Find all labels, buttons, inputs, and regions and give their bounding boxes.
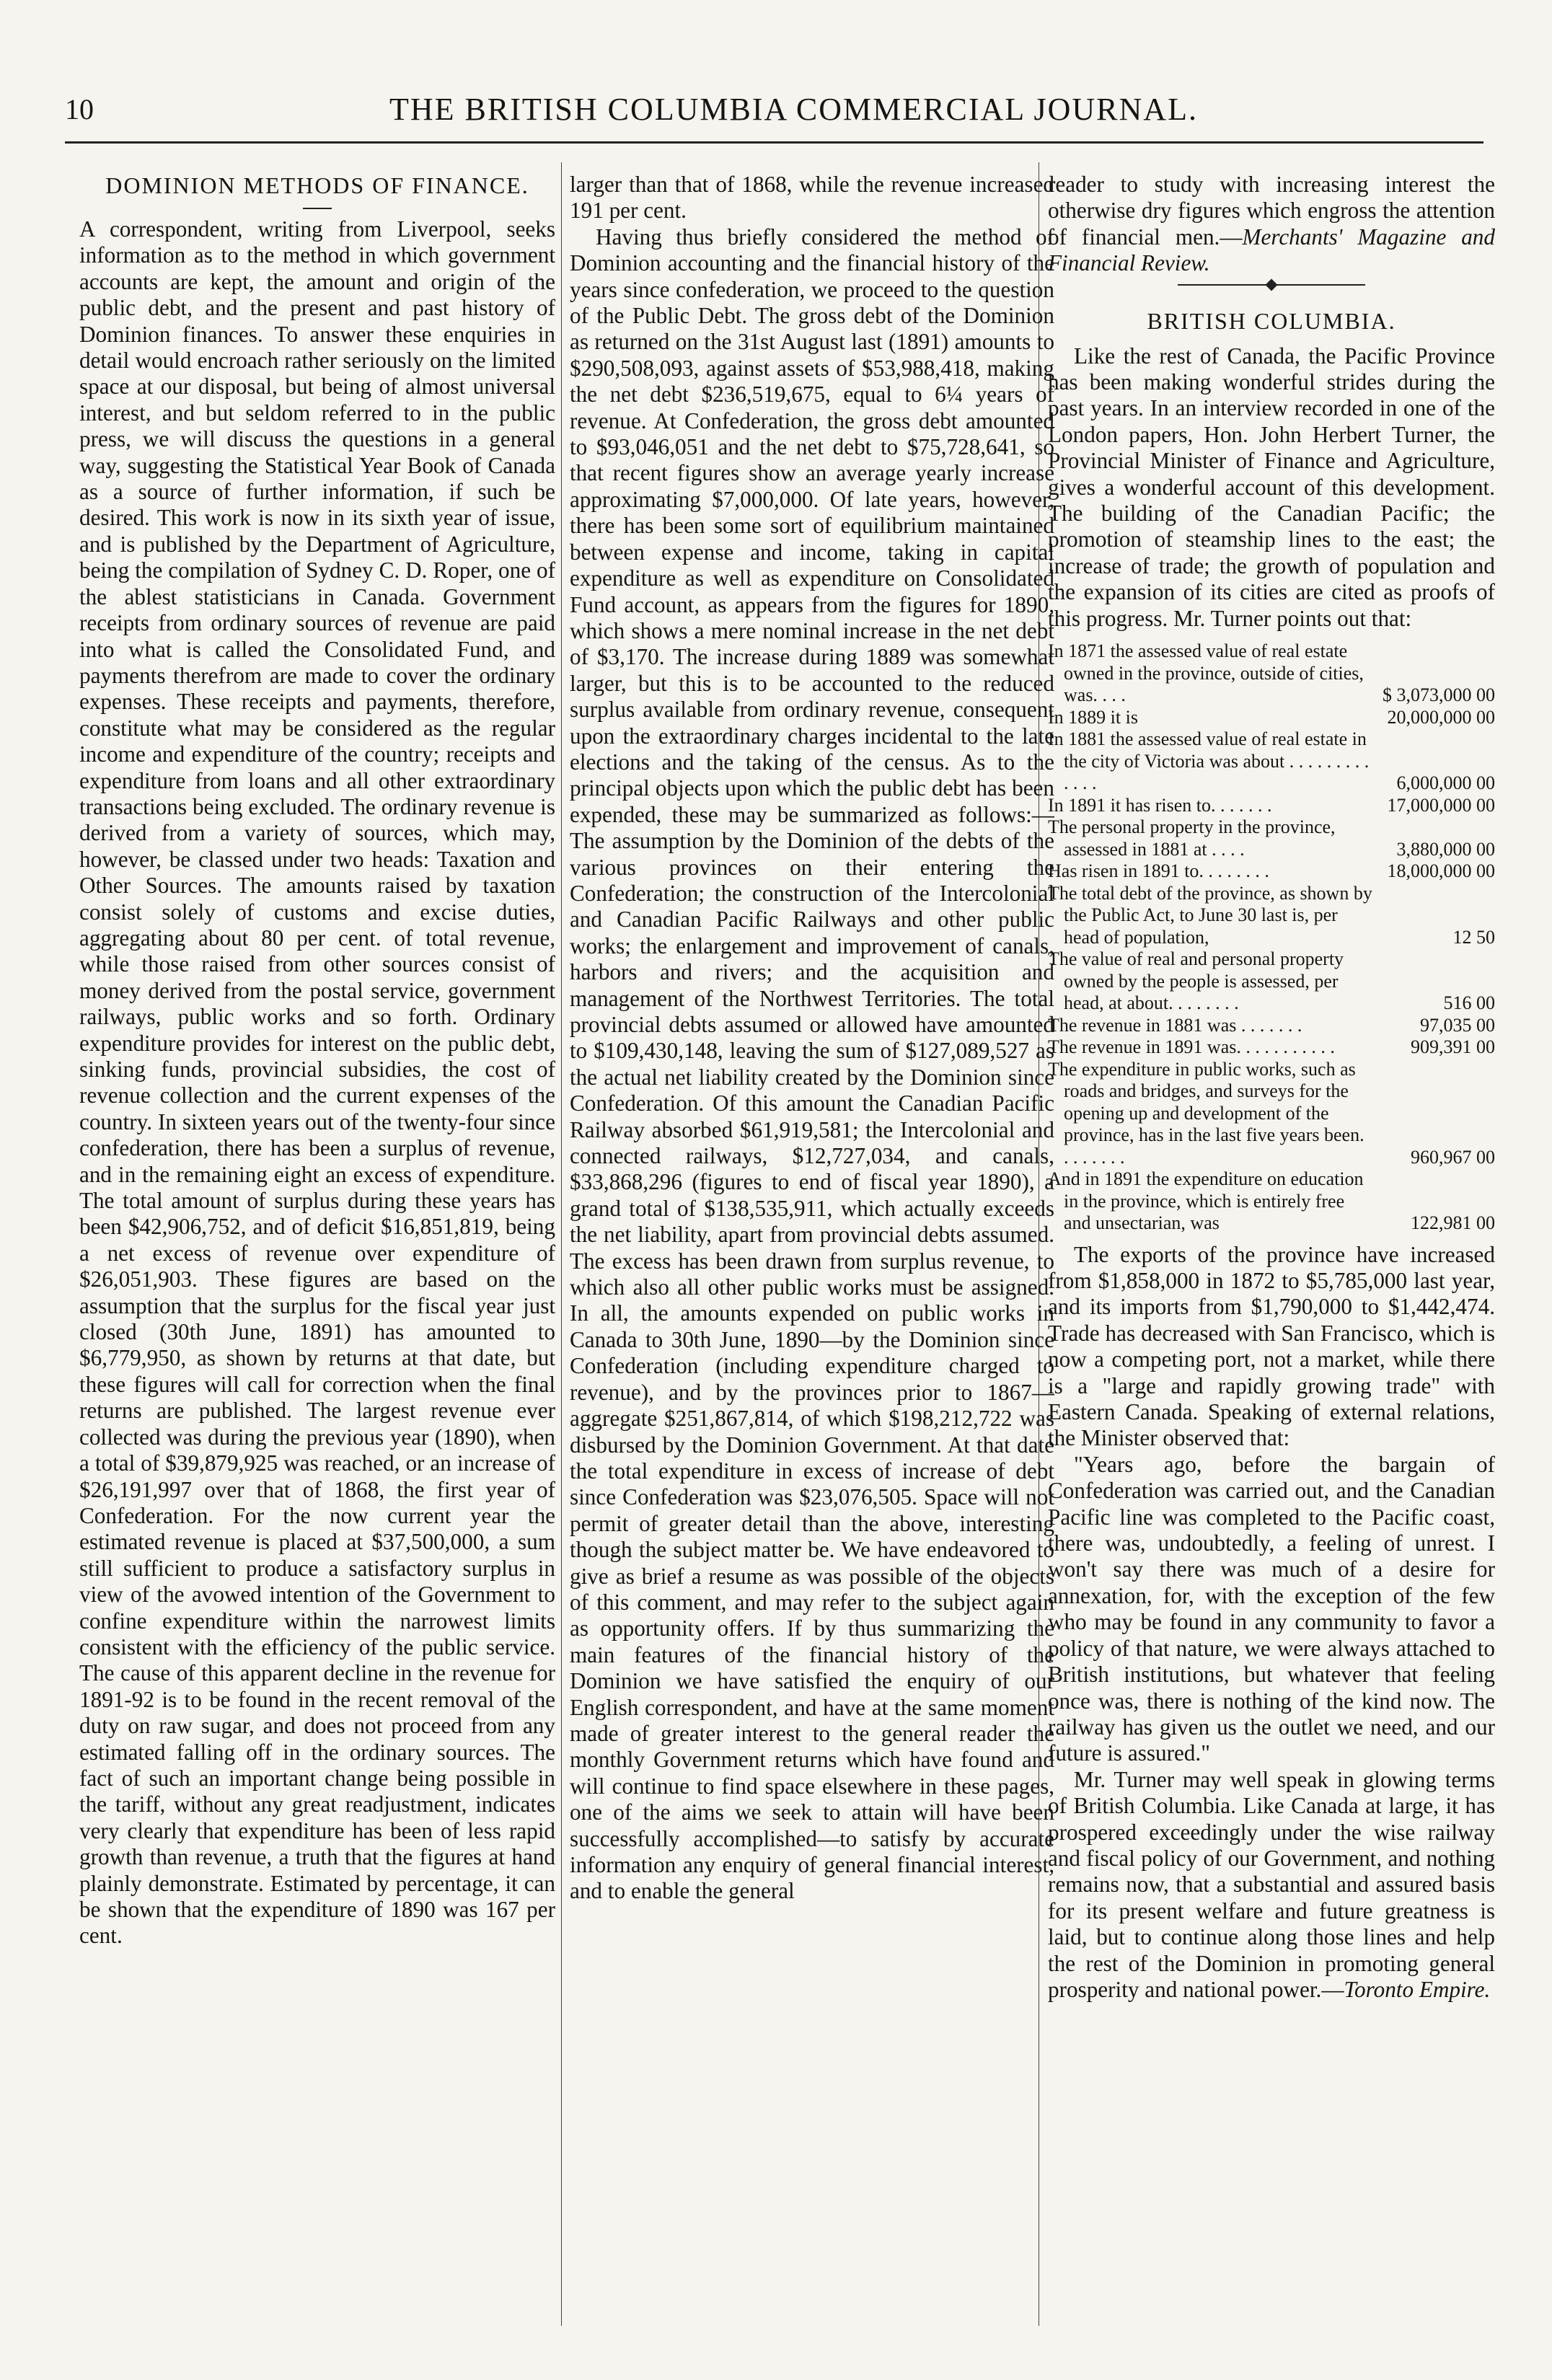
stat-row bbox=[1048, 1015, 1495, 1037]
stat-row bbox=[1048, 948, 1495, 1015]
article-paragraph: A correspondent, writing from Liverpool, seeks information as to the method in which government accounts are kept, the amount and origin of the public debt, and the present and past history of Dominion finances. To answer these enquiries in detail would encroach rather seriously on the limited space at our disposal, but being of almost universal interest, and but seldom referred to in the public press, we will discuss the questions in a general way, suggesting the Statistical Year Book of Canada as a source of further information, if such be desired. This work is now in its sixth year of issue, and is published by the Department of Agriculture, being the compilation of Sydney C. D. Roper, one of the ablest statisticians in Canada. Government receipts from ordinary sources of revenue are paid into what is called the Consolidated Fund, and payments therefrom are made to cover the ordinary expenses. These receipts and payments, therefore, constitute what may be considered as the regular income and expenditure of the country; receipts and expenditure from loans and all other extraordinary transactions being excluded. The ordinary revenue is derived from a variety of sources, which may, however, be classed under two heads: Taxation and Other Sources. The amounts raised by taxation consist solely of customs and excise duties, aggregating about 80 per cent. of total revenue, while those raised from other sources consist of money derived from the postal service, government railways, public works and so forth. Ordinary expenditure provides for interest on the public debt, sinking funds, provincial subsidies, the cost of revenue collection and the current expenses of the country. In sixteen years out of the twenty-four since confederation, there has been a surplus of revenue, and in the remaining eight an excess of expenditure. The total amount of surplus during these years has been $42,906,752, and of deficit $16,851,819, being a net excess of revenue over expenditure of $26,051,903. These figures are based on the assumption that the surplus for the fiscal year just closed (30th June, 1891) has amounted to $6,779,950, as shown by returns at that date, but these figures will call for correction when the final returns are published. The largest revenue ever collected was during the previous year (1890), when a total of $39,879,925 was reached, or an increase of $26,191,997 over that of 1868, the first year of Confederation. For the now current year the estimated revenue is placed at $37,500,000, a sum still sufficient to produce a satisfactory surplus in view of the avowed intention of the Government to confine expenditure within the narrowest limits consistent with the efficiency of the public service. The cause of this apparent decline in the revenue for 1891-92 is to be found in the recent removal of the duty on raw sugar, and does not proceed from any estimated falling off in the ordinary sources. The fact of such an important change being possible in the tariff, without any great readjustment, indicates very clearly that expenditure has been of less rapid growth than revenue, a truth that the figures at hand plainly demonstrate. Estimated by percentage, it can be shown that the expenditure of 1890 was 167 per cent. bbox=[79, 216, 555, 1949]
stat-row bbox=[1048, 816, 1495, 860]
column-3 bbox=[1048, 172, 1495, 2335]
stat-value: $ 3,073,000 00 bbox=[1383, 684, 1495, 706]
column-divider bbox=[561, 162, 562, 2326]
stat-row bbox=[1048, 728, 1495, 795]
stat-value: 6,000,000 00 bbox=[1396, 772, 1495, 794]
stat-value: 12 50 bbox=[1452, 926, 1495, 948]
stat-label: The revenue in 1881 was . . . . . . . bbox=[1048, 1014, 1302, 1036]
journal-title: THE BRITISH COLUMBIA COMMERCIAL JOURNAL. bbox=[389, 92, 1198, 127]
statistics-table bbox=[1048, 640, 1495, 1235]
article-source: Toronto Empire. bbox=[1344, 1976, 1491, 2002]
stat-label: In 1881 the assessed value of real estate in the city of Victoria was about . . . . . . . . . . . . . bbox=[1048, 728, 1370, 794]
stat-value: 909,391 00 bbox=[1411, 1036, 1495, 1058]
article-paragraph: "Years ago, before the bargain of Confederation was carried out, and the Canadian Pacific line was completed to the Pacific coast, there was, undoubtedly, a feeling of unrest. I won't say there was much of a desire for annexation, for, with the exception of the few who may be found in any community to favor a policy of that nature, we were always attached to British institutions, but whatever that feeling once was, there is nothing of the kind now. The railway has given us the outlet we need, and our future is assured." bbox=[1048, 1451, 1495, 1766]
article-paragraph: Like the rest of Canada, the Pacific Province has been making wonderful strides during the past years. In an interview recorded in one of the London papers, Hon. John Herbert Turner, the Provincial Minister of Finance and Agriculture, gives a wonderful account of this development. The building of the Canadian Pacific; the promotion of steamship lines to the east; the increase of trade; the growth of population and the expansion of its cities are cited as proofs of this progress. Mr. Turner points out that: bbox=[1048, 343, 1495, 631]
article-paragraph-end: reader to study with increasing interest the otherwise dry figures which engross the attention of financial men.—Merchants' Magazine and Financial Review. bbox=[1048, 172, 1495, 276]
page-number: 10 bbox=[65, 93, 94, 125]
article-title-dominion-finance: DOMINION METHODS OF FINANCE. bbox=[105, 172, 529, 198]
stat-value: 3,880,000 00 bbox=[1396, 838, 1495, 860]
stat-label: In 1889 it is bbox=[1048, 706, 1138, 728]
stat-label: The value of real and personal property owned by the people is assessed, per head, at about. . . . . . . . bbox=[1048, 948, 1344, 1014]
article-title-british-columbia: BRITISH COLUMBIA. bbox=[1147, 307, 1396, 334]
article-paragraph: The exports of the province have increased from $1,858,000 in 1872 to $5,785,000 last year, and its imports from $1,790,000 to $1,442,474. Trade has decreased with San Francisco, which is now a competing port, not a market, while there is a "large and rapidly growing trade" with Eastern Canada. Speaking of external relations, the Minister observed that: bbox=[1048, 1241, 1495, 1451]
stat-value: 17,000,000 00 bbox=[1387, 794, 1495, 816]
stat-value: 18,000,000 00 bbox=[1387, 860, 1495, 882]
stat-label: The expenditure in public works, such as roads and bridges, and surveys for the opening up and development of the province, has in the last five years been. . . . . . . . bbox=[1048, 1058, 1364, 1168]
section-divider-ornament bbox=[1178, 284, 1365, 286]
title-rule bbox=[303, 208, 332, 209]
stat-row bbox=[1048, 860, 1495, 883]
stat-row bbox=[1048, 1168, 1495, 1235]
stat-row bbox=[1048, 640, 1495, 707]
stat-value: 122,981 00 bbox=[1411, 1212, 1495, 1234]
column-2 bbox=[570, 172, 1054, 2335]
stat-row bbox=[1048, 795, 1495, 817]
article-paragraph-end: Mr. Turner may well speak in glowing terms of British Columbia. Like Canada at large, it has prospered exceedingly under the wise railway and fiscal policy of our Government, and nothing remains now, that a substantial and assured basis for its present welfare and future greatness is laid, but to continue along those lines and help the rest of the Dominion in promoting general prosperity and national power.—Toronto Empire. bbox=[1048, 1766, 1495, 2002]
article-paragraph: larger than that of 1868, while the revenue increased 191 per cent. bbox=[570, 172, 1054, 224]
stat-label: In 1871 the assessed value of real estate owned in the province, outside of cities, was. . . . bbox=[1048, 640, 1364, 706]
stat-row bbox=[1048, 1036, 1495, 1059]
article-paragraph: Having thus briefly considered the method of Dominion accounting and the financial history of the years since confederation, we proceed to the question of the Public Debt. The gross debt of the Dominion as returned on the 31st August last (1891) amounts to $290,508,093, against assets of $53,988,418, making the net debt $236,519,675, equal to 6¼ years of revenue. At Confederation, the gross debt amounted to $93,046,051 and the net debt to $75,728,641, so that recent figures show an average yearly increase approximating $7,000,000. Of late years, however, there has been some sort of equilibrium maintained between expense and income, taking in capital expenditure as well as expenditure on Consolidated Fund account, as appears from the figures for 1890, which shows a mere nominal increase in the net debt of $3,170. The increase during 1889 was somewhat larger, but this is to be accounted to the reduced surplus available from ordinary revenue, consequent upon the extraordinary charges incidental to the late elections and the taking of the census. As to the principal objects upon which the public debt has been expended, these may be summarized as follows:—The assumption by the Dominion of the debts of the various provinces on their entering the Confederation; the construction of the Intercolonial and Canadian Pacific Railways and other public works; the enlargement and improvement of canals, harbors and rivers; and the acquisition and management of the Northwest Territories. The total provincial debts assumed or allowed have amounted to $109,430,148, leaving the sum of $127,089,527 as the actual net liability created by the Dominion since Confederation. Of this amount the Canadian Pacific Railway absorbed $61,919,581; the Intercolonial and connected railways, $12,727,034, and canals, $33,868,296 (figures to end of fiscal year 1890), a grand total of $138,535,911, which actually exceeds the net liability, apart from provincial debts assumed. The excess has been drawn from surplus revenue, to which also all other public works must be assigned. In all, the amounts expended on public works in Canada to 30th June, 1890—by the Dominion since Confederation (including expenditure charged to revenue), and by the provinces prior to 1867—aggregate $251,867,814, of which $198,212,722 was disbursed by the Dominion Government. At that date the total expenditure in excess of increase of debt since Confederation was $23,076,505. Space will not permit of greater detail than the above, interesting though the subject matter be. We have endeavored to give as brief a resume as was possible of the objects of this comment, and may refer to the subject again as opportunity offers. If by thus summarizing the main features of the financial history of the Dominion we have satisfied the enquiry of our English correspondent, and have at the same moment made of greater interest to the general reader the monthly Government returns which have found and will continue to find space elsewhere in these pages, one of the aims we seek to attain will have been successfully accomplished—to satisfy by accurate information any enquiry of general financial interest, and to enable the general bbox=[570, 224, 1054, 1904]
stat-value: 20,000,000 00 bbox=[1387, 706, 1495, 728]
stat-label: And in 1891 the expenditure on education in the province, which is entirely free and unsectarian, was bbox=[1048, 1168, 1364, 1234]
stat-value: 960,967 00 bbox=[1411, 1146, 1495, 1168]
stat-label: The personal property in the province, assessed in 1881 at . . . . bbox=[1048, 816, 1336, 860]
stat-value: 97,035 00 bbox=[1420, 1014, 1495, 1036]
stat-label: The total debt of the province, as shown by the Public Act, to June 30 last is, per head of population, bbox=[1048, 882, 1372, 948]
column-1 bbox=[79, 172, 555, 2335]
stat-row bbox=[1048, 883, 1495, 949]
stat-value: 516 00 bbox=[1443, 992, 1495, 1014]
stat-label: Has risen in 1891 to. . . . . . . . bbox=[1048, 860, 1269, 882]
stat-label: In 1891 it has risen to. . . . . . . bbox=[1048, 794, 1272, 816]
stat-label: The revenue in 1891 was. . . . . . . . . . . bbox=[1048, 1036, 1335, 1058]
article-source: Merchants' Magazine and Financial Review. bbox=[1048, 224, 1495, 276]
header-rule bbox=[65, 141, 1483, 144]
stat-row bbox=[1048, 1059, 1495, 1169]
stat-row bbox=[1048, 707, 1495, 729]
